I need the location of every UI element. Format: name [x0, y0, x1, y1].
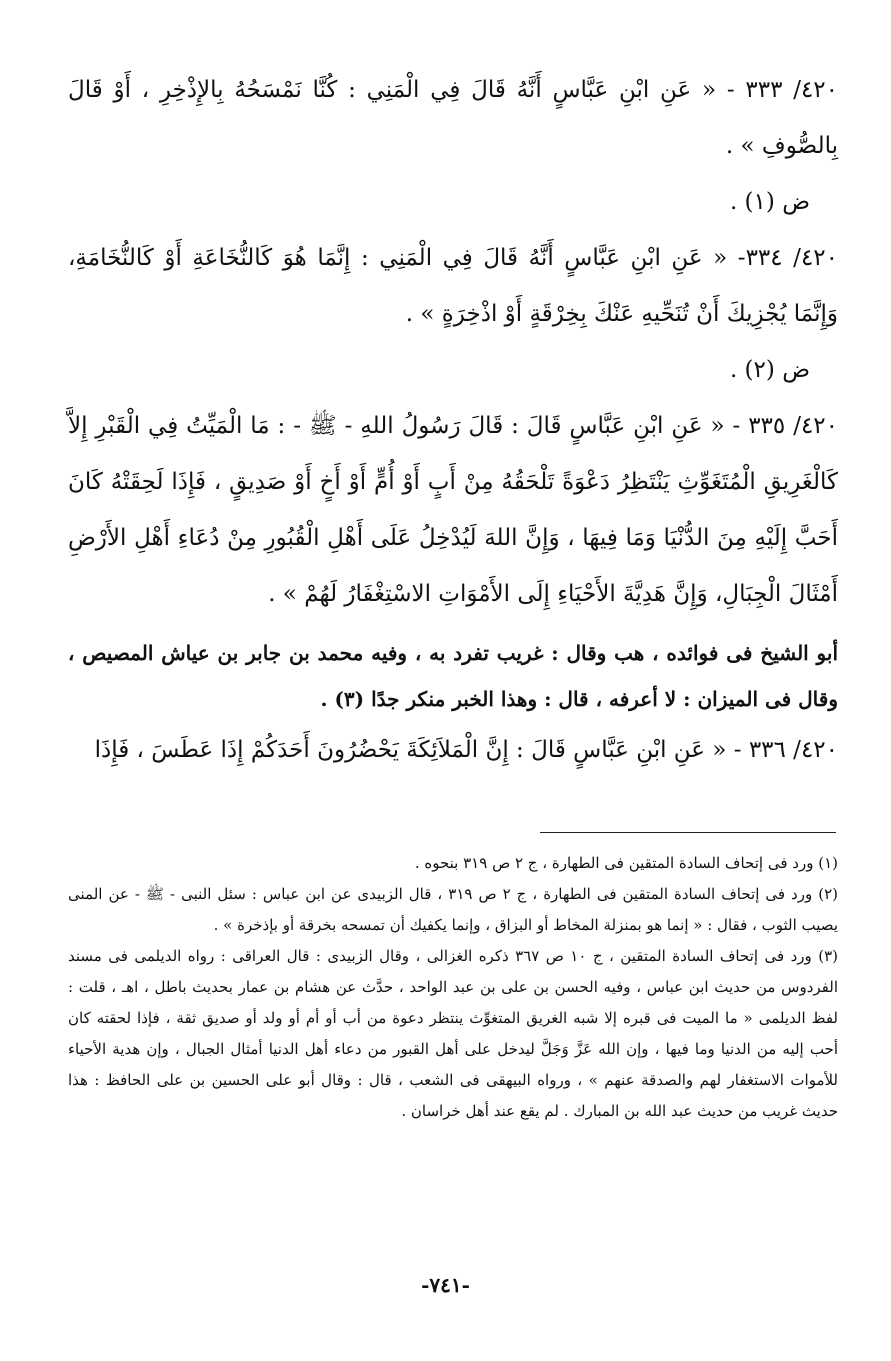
- footnote-1: (١) ورد فى إتحاف السادة المتقين فى الطهارة ، ج ٢ ص ٣١٩ بنحوه .: [414, 854, 838, 872]
- hadith-334: ٤٢٠/ ٣٣٤- « عَنِ ابْنِ عَبَّاسٍ أَنَّهُ قَالَ فِي الْمَنِي : إِنَّمَا هُوَ كَالنُّخَاعَةِ أَوْ كَالنُّخَامَةِ، وَإِنَّمَا يُجْزِيكَ أَنْ تُنَحِّيهِ عَنْكَ بِخِرْقَةٍ أَوْ اذْخِرَةٍ » .: [68, 245, 838, 327]
- footnote-ref-2: ض (٢) .: [729, 357, 810, 383]
- hadith-336: ٤٢٠/ ٣٣٦ - « عَنِ ابْنِ عَبَّاسٍ قَالَ : إِنَّ الْمَلاَئِكَةَ يَحْضُرُونَ أَحَدَكُمْ إِذَا عَطَسَ ، فَإِذَا: [94, 737, 838, 763]
- page-number: -٧٤١-: [421, 1273, 470, 1297]
- footnote-2: (٢) ورد فى إتحاف السادة المتقين فى الطهارة ، ج ٢ ص ٣١٩ ، قال الزبيدى عن ابن عباس : سئل النبى - ﷺ - عن المنى يصيب الثوب ، فقال : « إنما هو بمنزلة المخاط أو البزاق ، وإنما يكفيك أن تمسحه بخرقة أو بإذخرة » .: [68, 885, 839, 934]
- footnote-separator: [540, 832, 836, 833]
- footnote-ref-1: ض (١) .: [729, 189, 810, 215]
- main-text: [68, 62, 838, 778]
- footnotes: [68, 848, 838, 1127]
- source-comment: أبو الشيخ فى فوائده ، هب وقال : غريب تفرد به ، وفيه محمد بن جابر بن عياش المصيص ، وقال فى الميزان : لا أعرفه ، قال : وهذا الخبر منكر جدًا (٣) .: [68, 641, 838, 711]
- hadith-333: ٤٢٠/ ٣٣٣ - « عَنِ ابْنِ عَبَّاسٍ أَنَّهُ قَالَ فِي الْمَنِي : كُنَّا نَمْسَحُهُ بِالإِذْخِرِ ، أَوْ قَالَ بِالصُّوفِ » .: [68, 77, 839, 159]
- hadith-335: ٤٢٠/ ٣٣٥ - « عَنِ ابْنِ عَبَّاسٍ قَالَ : قَالَ رَسُولُ اللهِ - ﷺ - : مَا الْمَيِّتُ فِي الْقَبْرِ إِلاَّ كَالْغَرِيقِ الْمُتَغَوِّثِ يَنْتَظِرُ دَعْوَةً تَلْحَقُهُ مِنْ أَبٍ أَوْ أُمٍّ أَوْ أَخٍ أَوْ صَدِيقٍ ، فَإِذَا لَحِقَتْهُ كَانَ أَحَبَّ إِلَيْهِ مِنَ الدُّنْيَا وَمَا فِيهَا ، وَإِنَّ اللهَ لَيُدْخِلُ عَلَى أَهْلِ الْقُبُورِ مِنْ دُعَاءِ أَهْلِ الأَرْضِ أَمْثَالَ الْجِبَالِ، وَإِنَّ هَدِيَّةَ الأَحْيَاءِ إِلَى الأَمْوَاتِ الاسْتِغْفَارُ لَهُمْ » .: [68, 413, 839, 607]
- footnote-3: (٣) ورد فى إتحاف السادة المتقين ، ج ١٠ ص ٣٦٧ ذكره الغزالى ، وقال الزبيدى : قال العراقى : رواه الديلمى فى مسند الفردوس من حديث ابن عباس ، وفيه الحسن بن على بن عبد الواحد ، حدَّث عن هشام بن عمار بحديث باطل ، اهـ ، قلت : لفظ الديلمى « ما الميت فى قبره إلا شبه الغريق المتغوِّث ينتظر دعوة من أب أو أم أو ولد أو صديق ثقة ، فإذا لحقته كان أحب إليه من الدنيا وما فيها ، وإن الله عَزَّ وَجَلَّ ليدخل على أهل القبور من دعاء أهل الدنيا أمثال الجبال ، وإن هدية الأحياء للأموات الاستغفار لهم والصدقة عنهم » ، ورواه البيهقى فى الشعب ، قال : وقال أبو على الحسين بن على الحافظ : هذا حديث غريب من حديث عبد الله بن المبارك . لم يقع عند أهل خراسان .: [68, 947, 838, 1120]
